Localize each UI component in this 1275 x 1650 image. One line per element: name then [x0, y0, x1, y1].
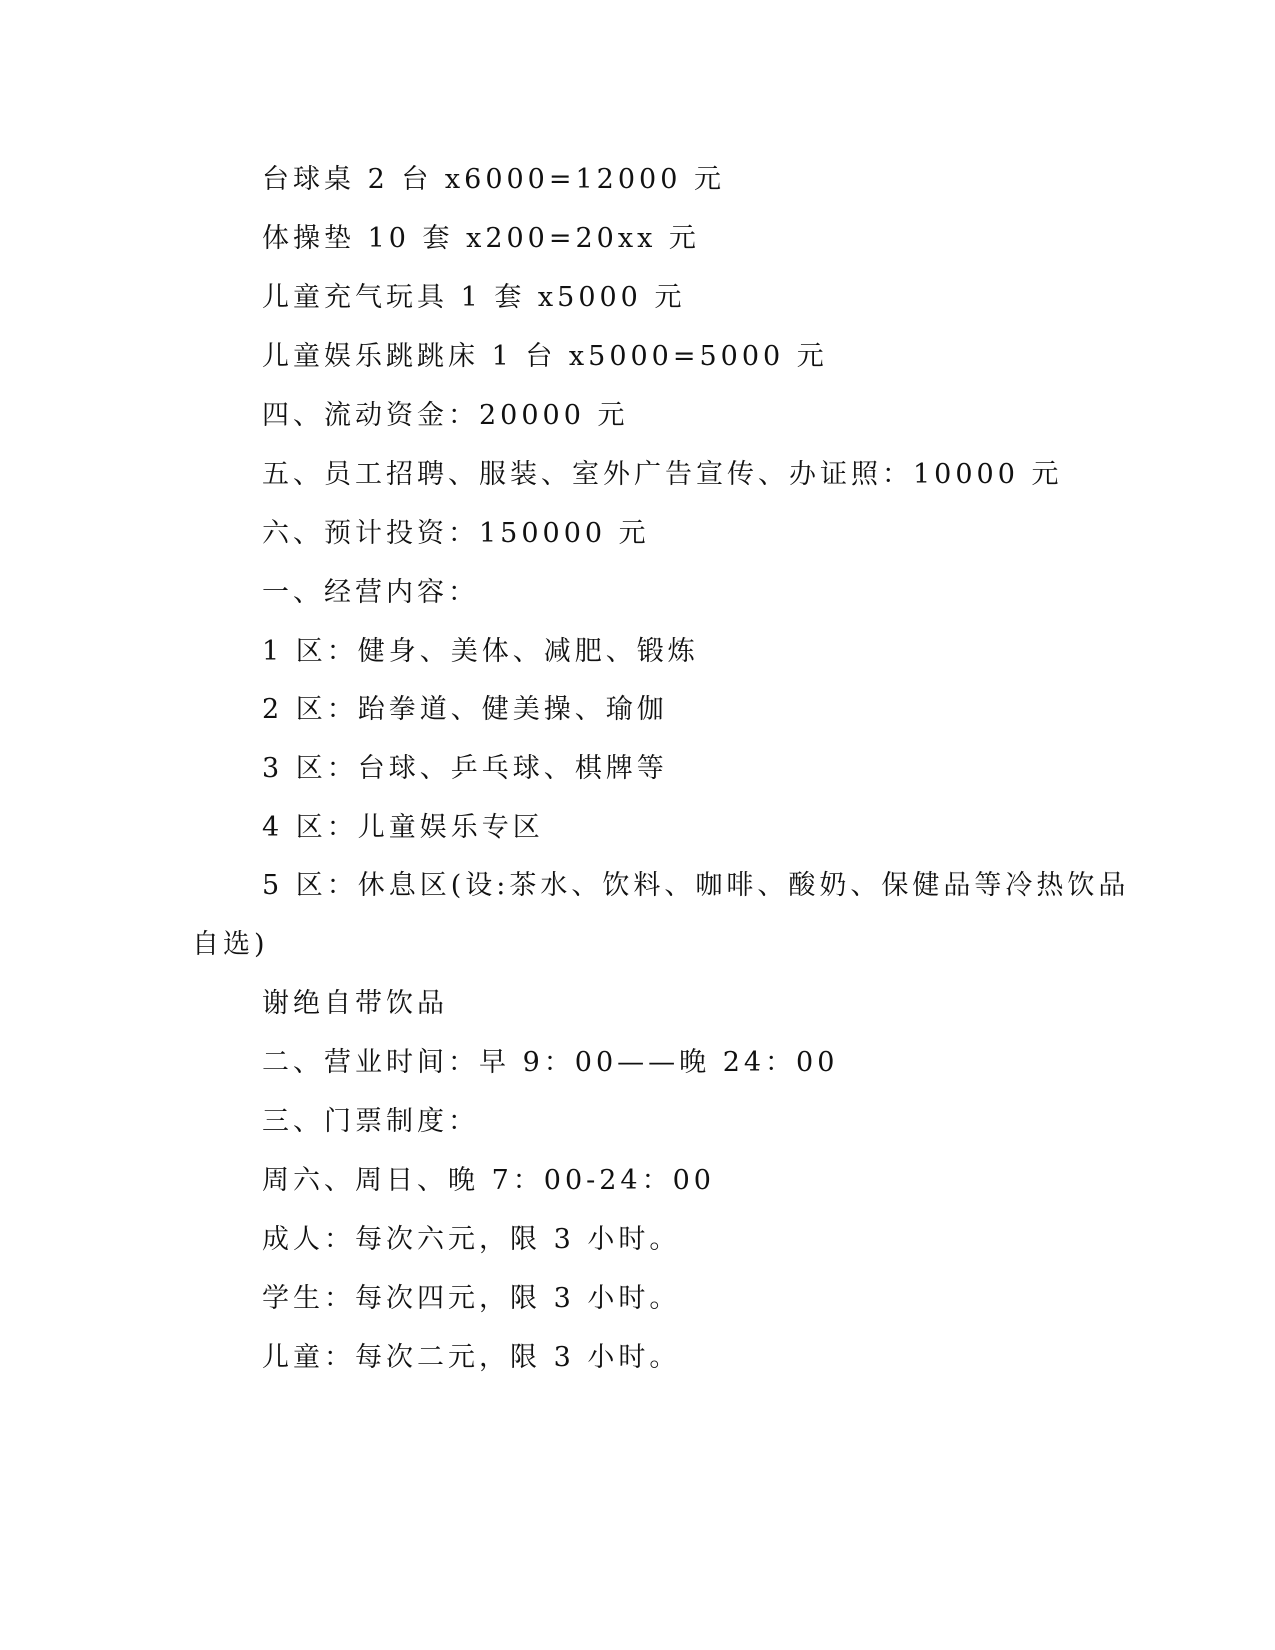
text-line: 三、门票制度： [262, 1106, 479, 1137]
text-line: 3 区：台球、乒乓球、棋牌等 [262, 753, 668, 784]
text-line: 台球桌 2 台 x6000=12000 元 [262, 164, 725, 195]
text-line: 自选) [192, 929, 269, 960]
text-line: 5 区：休息区(设:茶水、饮料、咖啡、酸奶、保健品等冷热饮品 [262, 870, 1130, 901]
text-line: 成人：每次六元，限 3 小时。 [262, 1224, 681, 1255]
text-line: 体操垫 10 套 x200=20xx 元 [262, 223, 700, 254]
text-line: 1 区：健身、美体、减肥、锻炼 [262, 636, 699, 667]
text-line: 4 区：儿童娱乐专区 [262, 812, 544, 843]
text-line: 周六、周日、晚 7：00-24：00 [262, 1165, 715, 1196]
text-line: 四、流动资金：20000 元 [262, 400, 629, 431]
text-line: 二、营业时间：早 9：00——晚 24：00 [262, 1047, 839, 1078]
text-line: 谢绝自带饮品 [262, 988, 448, 1019]
text-line: 一、经营内容： [262, 577, 479, 608]
text-line: 2 区：跆拳道、健美操、瑜伽 [262, 694, 668, 725]
text-line: 五、员工招聘、服装、室外广告宣传、办证照：10000 元 [262, 459, 1063, 490]
text-line: 六、预计投资：150000 元 [262, 518, 650, 549]
text-line: 学生：每次四元，限 3 小时。 [262, 1283, 681, 1314]
text-line: 儿童：每次二元，限 3 小时。 [262, 1342, 681, 1373]
text-line: 儿童充气玩具 1 套 x5000 元 [262, 282, 686, 313]
text-line: 儿童娱乐跳跳床 1 台 x5000=5000 元 [262, 341, 828, 372]
